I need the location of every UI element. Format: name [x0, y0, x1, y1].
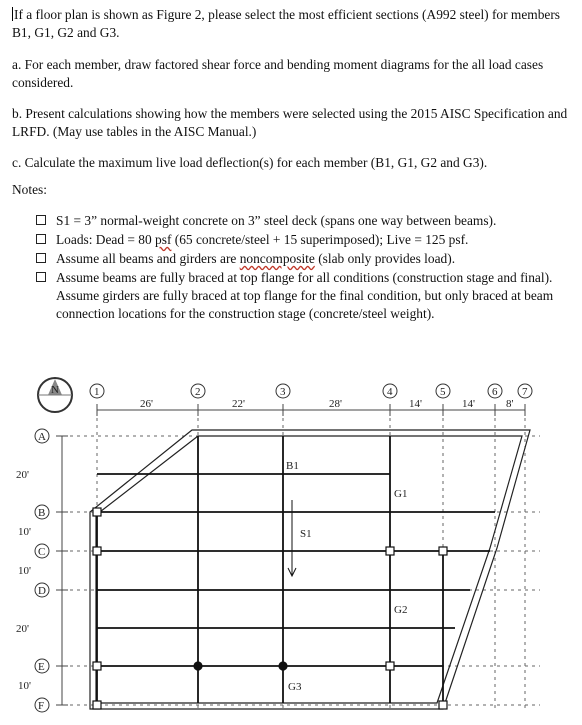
- dim-row-3: 10': [18, 565, 31, 577]
- problem-intro: If a floor plan is shown as Figure 2, please select the most efficient sections (A992 steel) for members B1, G1, G2 and G3.: [12, 7, 561, 40]
- spellcheck-psf: psf: [155, 232, 172, 247]
- grid-col-7: 7: [522, 386, 528, 398]
- label-g1: G1: [394, 488, 408, 500]
- checkbox-icon: [36, 253, 46, 263]
- dim-col-1: 26': [140, 398, 153, 410]
- checkbox-icon: [36, 234, 46, 244]
- label-g3: G3: [288, 681, 302, 693]
- grid-col-3: 3: [280, 386, 286, 398]
- north-label: N: [51, 384, 59, 396]
- grid-col-5: 5: [440, 386, 446, 398]
- grid-row-C: C: [38, 546, 46, 558]
- grid-row-E: E: [38, 661, 45, 673]
- dim-row-2: 10': [18, 526, 31, 538]
- spellcheck-noncomposite: noncomposite: [239, 251, 315, 266]
- checkbox-icon: [36, 272, 46, 282]
- part-c: c. Calculate the maximum live load deflection(s) for each member (B1, G1, G2 and G3).: [12, 155, 488, 170]
- notes-heading: Notes:: [12, 182, 47, 197]
- dim-col-2: 22': [232, 398, 245, 410]
- grid-col-2: 2: [195, 386, 201, 398]
- checkbox-icon: [36, 215, 46, 225]
- floor-plan-figure: [0, 370, 582, 725]
- part-a: a. For each member, draw factored shear force and bending moment diagrams for the all load cases considered.: [12, 57, 544, 90]
- dim-row-5: 10': [18, 680, 31, 692]
- dim-col-3: 28': [329, 398, 342, 410]
- dim-col-5: 14': [462, 398, 475, 410]
- label-g2: G2: [394, 604, 408, 616]
- dim-col-4: 14': [409, 398, 422, 410]
- label-b1: B1: [286, 460, 299, 472]
- grid-row-A: A: [38, 431, 46, 443]
- text-cursor: [12, 7, 13, 21]
- grid-row-D: D: [38, 585, 46, 597]
- part-b: b. Present calculations showing how the members were selected using the 2015 AISC Specification and LRFD. (May use tables in the AISC Manual.): [12, 106, 568, 139]
- grid-col-1: 1: [94, 386, 100, 398]
- dim-col-6: 8': [506, 398, 514, 410]
- grid-col-4: 4: [387, 386, 393, 398]
- grid-col-6: 6: [492, 386, 498, 398]
- dim-row-4: 20': [16, 623, 29, 635]
- grid-row-F: F: [38, 700, 45, 712]
- label-s1: S1: [300, 528, 312, 540]
- grid-row-B: B: [38, 507, 46, 519]
- dim-row-1: 20': [16, 469, 29, 481]
